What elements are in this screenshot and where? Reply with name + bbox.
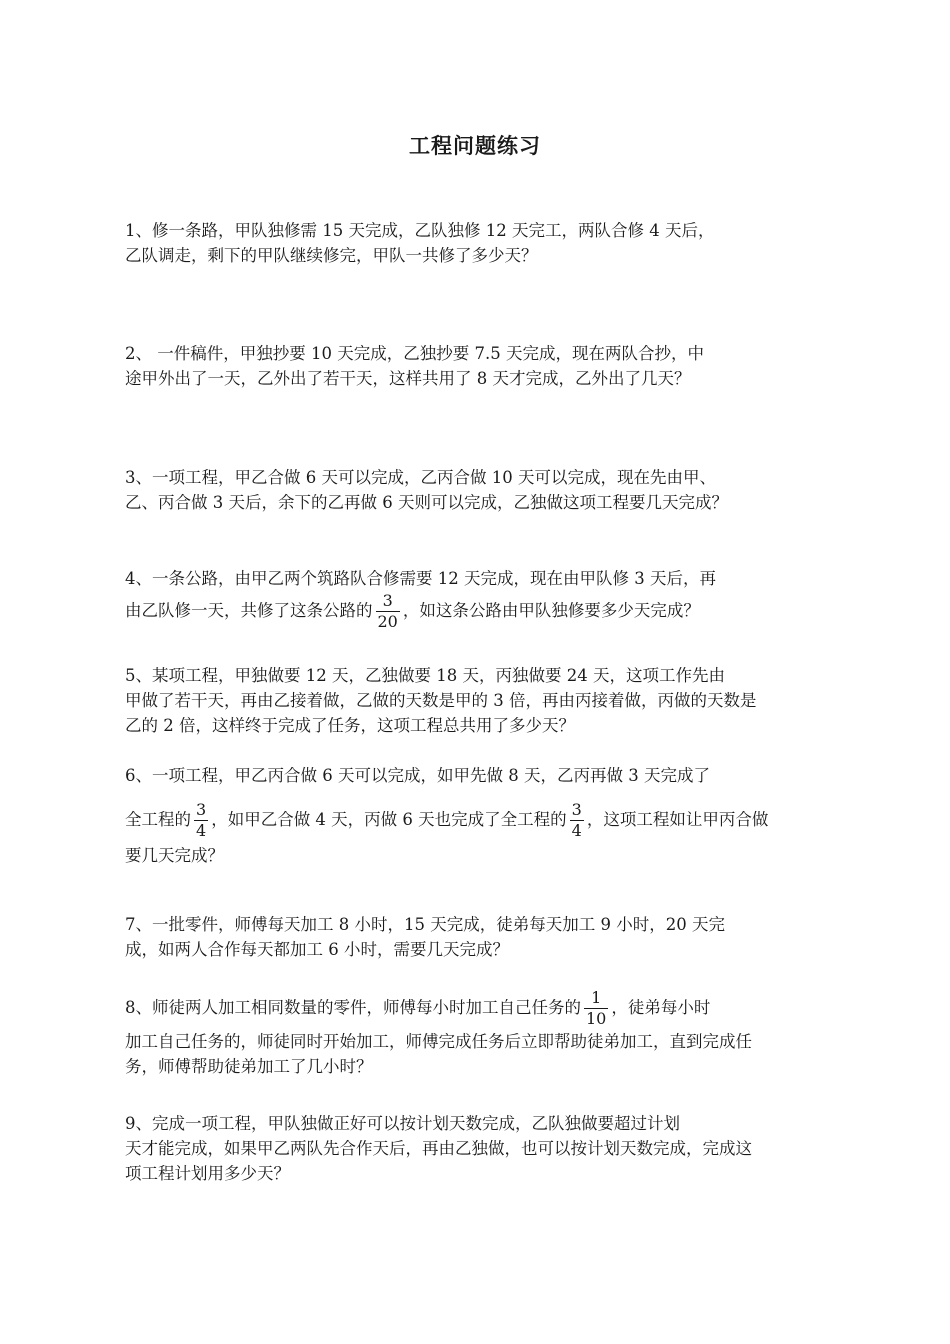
question-7	[125, 912, 850, 962]
question-9	[125, 1111, 850, 1186]
page-title: 工程问题练习	[409, 134, 541, 158]
question-4-line-1: 4、一条公路，由甲乙两个筑路队合修需要 12 天完成，现在由甲队修 3 天后，再	[125, 569, 716, 588]
question-9-line-3: 项工程计划用多少天？	[125, 1164, 290, 1183]
question-5-line-2: 甲做了若干天，再由乙接着做，乙做的天数是甲的 3 倍，再由丙接着做，丙做的天数是	[125, 691, 757, 710]
fraction-numerator: 3	[571, 800, 582, 819]
question-5	[125, 663, 850, 738]
question-6-text-a: 全工程的	[125, 810, 191, 829]
fraction	[376, 593, 400, 630]
fraction-denominator: 4	[196, 821, 207, 840]
question-4	[125, 566, 850, 630]
question-6-line-3: 要几天完成？	[125, 846, 224, 865]
question-9-line-1: 9、完成一项工程，甲队独做正好可以按计划天数完成，乙队独做要超过计划	[125, 1114, 680, 1133]
fraction-denominator: 20	[377, 612, 398, 631]
fraction-numerator: 3	[196, 800, 207, 819]
question-3	[125, 465, 850, 515]
question-6-text-c: ，这项工程如让甲丙合做	[586, 810, 769, 829]
question-8-line-1	[125, 990, 850, 1027]
fraction	[570, 802, 584, 839]
fraction-denominator: 10	[586, 1009, 607, 1028]
question-8-line-2: 加工自己任务的，师徒同时开始加工，师傅完成任务后立即帮助徒弟加工，直到完成任	[125, 1032, 752, 1051]
question-1-line-1: 1、修一条路，甲队独修需 15 天完成，乙队独修 12 天完工，两队合修 4 天后，	[125, 221, 715, 240]
question-3-line-1: 3、一项工程，甲乙合做 6 天可以完成，乙丙合做 10 天可以完成，现在先由甲、	[125, 468, 716, 487]
question-6-text-b: ，如甲乙合做 4 天，丙做 6 天也完成了全工程的	[211, 810, 567, 829]
question-2-line-1: 2、 一件稿件，甲独抄要 10 天完成，乙独抄要 7.5 天完成，现在两队合抄，中	[125, 344, 704, 363]
fraction-numerator: 3	[382, 591, 393, 610]
fraction-denominator: 4	[571, 821, 582, 840]
fraction	[584, 990, 608, 1027]
question-8-text-before: 8、师徒两人加工相同数量的零件，师傅每小时加工自己任务的	[125, 998, 581, 1017]
question-8-line-3: 务，师傅帮助徒弟加工了几小时？	[125, 1057, 373, 1076]
question-2-line-2: 途甲外出了一天，乙外出了若干天，这样共用了 8 天才完成，乙外出了几天？	[125, 369, 691, 388]
question-4-text-before: 由乙队修一天，共修了这条公路的	[125, 601, 373, 620]
question-7-line-2: 成，如两人合作每天都加工 6 小时，需要几天完成？	[125, 940, 509, 959]
question-6-line-2	[125, 802, 850, 839]
question-9-line-2: 天才能完成，如果甲乙两队先合作天后，再由乙独做，也可以按计划天数完成，完成这	[125, 1139, 752, 1158]
fraction-numerator: 1	[591, 988, 602, 1007]
question-1	[125, 218, 850, 268]
question-5-line-3: 乙的 2 倍，这样终于完成了任务，这项工程总共用了多少天？	[125, 716, 575, 735]
question-8-text-after: ，徒弟每小时	[611, 998, 711, 1017]
question-6	[125, 763, 850, 868]
question-1-line-2: 乙队调走，剩下的甲队继续修完，甲队一共修了多少天？	[125, 246, 538, 265]
question-2	[125, 341, 850, 391]
question-8	[125, 990, 850, 1079]
question-4-line-2	[125, 593, 850, 630]
question-3-line-2: 乙、丙合做 3 天后，余下的乙再做 6 天则可以完成，乙独做这项工程要几天完成？	[125, 493, 728, 512]
question-4-text-after: ，如这条公路由甲队独修要多少天完成？	[402, 601, 700, 620]
fraction	[194, 802, 208, 839]
question-6-line-1: 6、一项工程，甲乙丙合做 6 天可以完成，如甲先做 8 天，乙丙再做 3 天完成了	[125, 766, 710, 785]
question-7-line-1: 7、一批零件，师傅每天加工 8 小时，15 天完成，徒弟每天加工 9 小时，20 天完	[125, 915, 725, 934]
question-5-line-1: 5、某项工程，甲独做要 12 天，乙独做要 18 天，丙独做要 24 天，这项工作先由	[125, 666, 725, 685]
